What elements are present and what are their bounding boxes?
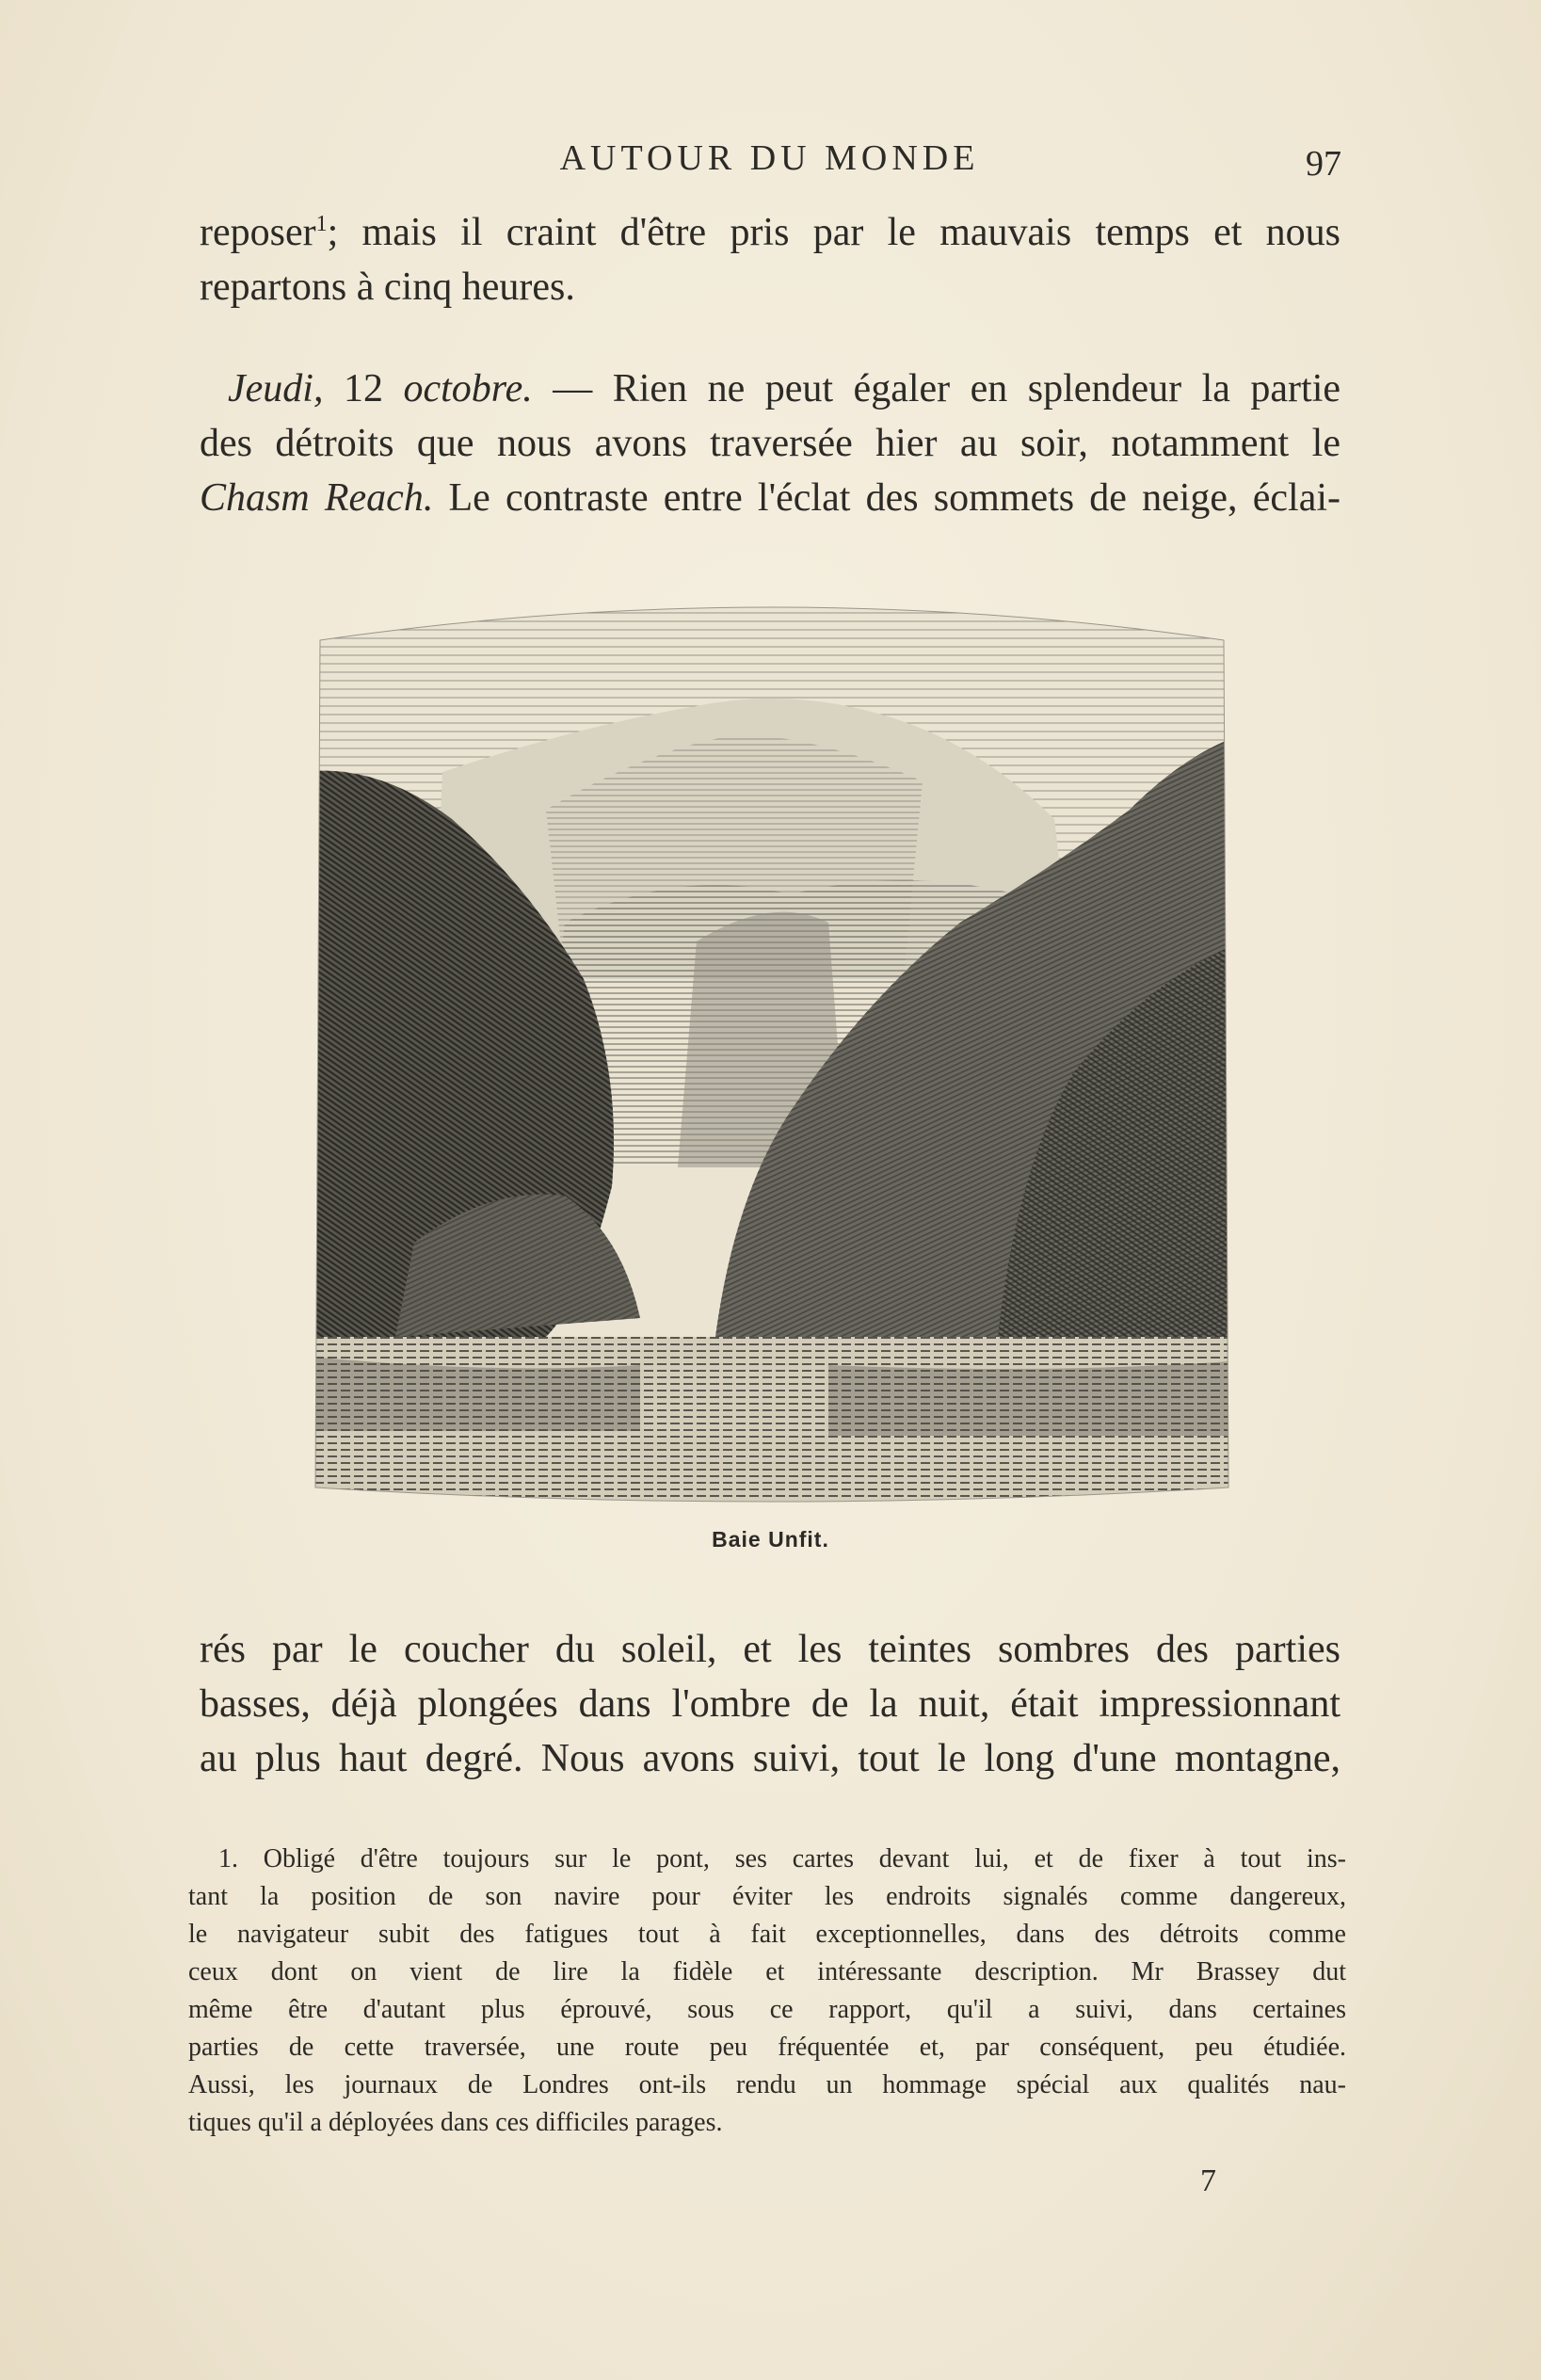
paragraph-3: [200, 1622, 1340, 1786]
paragraph-1-line-1: [200, 205, 1340, 260]
paragraph-2-text-1: — Rien ne peut égaler en splendeur la partie: [532, 367, 1341, 410]
date-day: Jeudi,: [228, 367, 324, 410]
paragraph-1-text-b: ; mais il craint d'être pris par le mauvais temps et nous: [327, 211, 1340, 254]
date-number: 12: [323, 367, 404, 410]
footnote-reference: 1: [315, 212, 328, 236]
engraving-image: [301, 584, 1243, 1506]
running-title: AUTOUR DU MONDE: [559, 138, 980, 178]
paragraph-2-line-2: des détroits que nous avons traversée hier au soir, notamment le: [200, 422, 1340, 465]
footnote: [188, 1841, 1346, 2142]
paragraph-2: [200, 362, 1340, 525]
footnote-line-4: ceux dont on vient de lire la fidèle et intéressante description. Mr Brassey dut: [188, 1957, 1346, 1986]
page-header: [198, 134, 1341, 190]
footnote-line-7: Aussi, les journaux de Londres ont-ils rendu un hommage spécial aux qualités nau-: [188, 2070, 1346, 2099]
signature-mark: 7: [1200, 2163, 1216, 2198]
place-name: Chasm Reach.: [200, 476, 434, 520]
footnote-line-1: 1. Obligé d'être toujours sur le pont, ses cartes devant lui, et de fixer à tout ins-: [218, 1844, 1346, 1873]
footnote-line-3: le navigateur subit des fatigues tout à fait exceptionnelles, dans des détroits comme: [188, 1920, 1346, 1949]
paragraph-3-line-2: basses, déjà plongées dans l'ombre de la nuit, était impressionnant: [200, 1682, 1340, 1726]
paragraph-2-text-3: Le contraste entre l'éclat des sommets de neige, éclai-: [433, 476, 1340, 520]
engraving-illustration: [301, 584, 1243, 1506]
paragraph-1: [200, 205, 1340, 314]
paragraph-2-line-1: [200, 362, 1340, 416]
figure-caption: Baie Unfit.: [712, 1527, 829, 1552]
paragraph-1-text-a: reposer: [200, 211, 316, 254]
page-number: 97: [1306, 144, 1341, 184]
paragraph-2-line-3: [200, 471, 1340, 525]
paragraph-1-line-2: repartons à cinq heures.: [200, 265, 575, 309]
footnote-line-6: parties de cette traversée, une route peu fréquentée et, par conséquent, peu étudiée.: [188, 2033, 1346, 2062]
footnote-line-8: tiques qu'il a déployées dans ces difficiles parages.: [188, 2108, 723, 2137]
paragraph-3-line-3: au plus haut degré. Nous avons suivi, tout le long d'une montagne,: [200, 1737, 1340, 1780]
footnote-line-5: même être d'autant plus éprouvé, sous ce rapport, qu'il a suivi, dans certaines: [188, 1995, 1346, 2024]
footnote-line-2: tant la position de son navire pour éviter les endroits signalés comme dangereux,: [188, 1882, 1346, 1911]
paragraph-3-line-1: rés par le coucher du soleil, et les teintes sombres des parties: [200, 1628, 1340, 1671]
date-month: octobre.: [403, 367, 533, 410]
